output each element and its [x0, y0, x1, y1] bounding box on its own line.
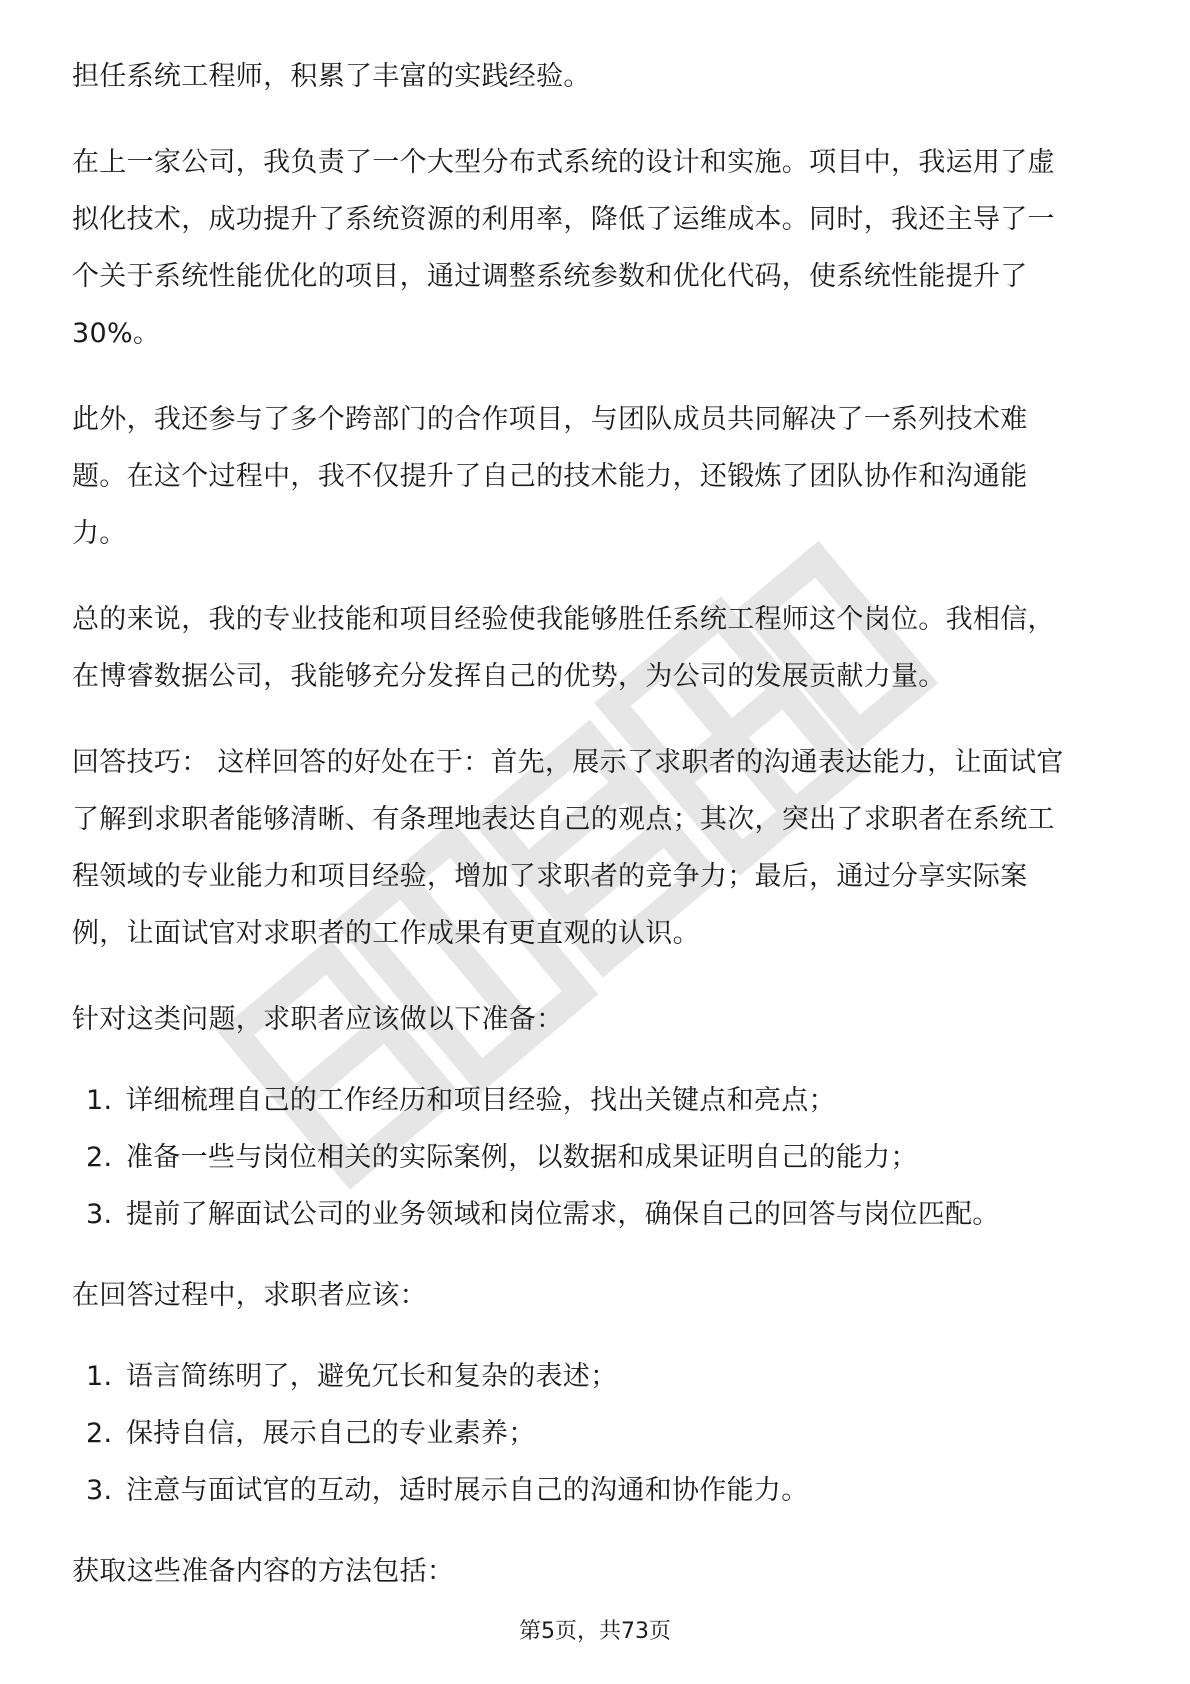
paragraph-collaboration	[72, 391, 1122, 562]
preparation-list	[72, 1072, 1122, 1243]
list-item	[72, 1072, 1122, 1129]
list-number: 1.	[86, 1361, 113, 1392]
list-text: 提前了解面试公司的业务领域和岗位需求，确保自己的回答与岗位匹配。	[126, 1199, 1000, 1230]
text-line: 在上一家公司，我负责了一个大型分布式系统的设计和实施。项目中，我运用了虚	[72, 147, 1055, 178]
text-line: 总的来说，我的专业技能和项目经验使我能够胜任系统工程师这个岗位。我相信，	[72, 604, 1055, 635]
paragraph-summary	[72, 591, 1122, 705]
paragraph-methods-intro: 获取这些准备内容的方法包括：	[72, 1556, 455, 1587]
paragraph-answer-tips	[72, 734, 1122, 962]
text-line: 题。在这个过程中，我不仅提升了自己的技术能力，还锻炼了团队协作和沟通能	[72, 461, 1028, 492]
text-line: 回答技巧： 这样回答的好处在于：首先，展示了求职者的沟通表达能力，让面试官	[72, 747, 1064, 778]
list-number: 3.	[86, 1475, 113, 1506]
page-number-footer: 第5页，共73页	[519, 1619, 671, 1644]
document-body	[72, 48, 1122, 1600]
text-line: 此外，我还参与了多个跨部门的合作项目，与团队成员共同解决了一系列技术难	[72, 404, 1028, 435]
list-number: 2.	[86, 1418, 113, 1449]
list-text: 准备一些与岗位相关的实际案例，以数据和成果证明自己的能力；	[126, 1142, 918, 1173]
text-line: 拟化技术，成功提升了系统资源的利用率，降低了运维成本。同时，我还主导了一	[72, 204, 1055, 235]
list-text: 注意与面试官的互动，适时展示自己的沟通和协作能力。	[126, 1475, 809, 1506]
paragraph-answering-intro: 在回答过程中，求职者应该：	[72, 1280, 427, 1311]
text-line: 了解到求职者能够清晰、有条理地表达自己的观点；其次，突出了求职者在系统工	[72, 804, 1055, 835]
list-item	[72, 1462, 1122, 1519]
paragraph-experience	[72, 134, 1122, 362]
text-line: 力。	[72, 518, 127, 549]
list-item	[72, 1186, 1122, 1243]
text-line: 在博睿数据公司，我能够充分发挥自己的优势，为公司的发展贡献力量。	[72, 661, 946, 692]
text-line: 30%。	[72, 318, 161, 349]
paragraph-intro: 担任系统工程师，积累了丰富的实践经验。	[72, 61, 591, 92]
list-number: 2.	[86, 1142, 113, 1173]
list-text: 保持自信，展示自己的专业素养；	[126, 1418, 536, 1449]
answering-list	[72, 1348, 1122, 1519]
list-item	[72, 1129, 1122, 1186]
list-number: 1.	[86, 1085, 113, 1116]
text-line: 程领域的专业能力和项目经验，增加了求职者的竞争力；最后，通过分享实际案	[72, 861, 1028, 892]
list-text: 语言简练明了，避免冗长和复杂的表述；	[126, 1361, 618, 1392]
text-line: 个关于系统性能优化的项目，通过调整系统参数和优化代码，使系统性能提升了	[72, 261, 1028, 292]
text-line: 例，让面试官对求职者的工作成果有更直观的认识。	[72, 918, 700, 949]
list-number: 3.	[86, 1199, 113, 1230]
list-item	[72, 1348, 1122, 1405]
paragraph-preparation-intro: 针对这类问题，求职者应该做以下准备：	[72, 1004, 564, 1035]
list-text: 详细梳理自己的工作经历和项目经验，找出关键点和亮点；	[126, 1085, 836, 1116]
list-item	[72, 1405, 1122, 1462]
